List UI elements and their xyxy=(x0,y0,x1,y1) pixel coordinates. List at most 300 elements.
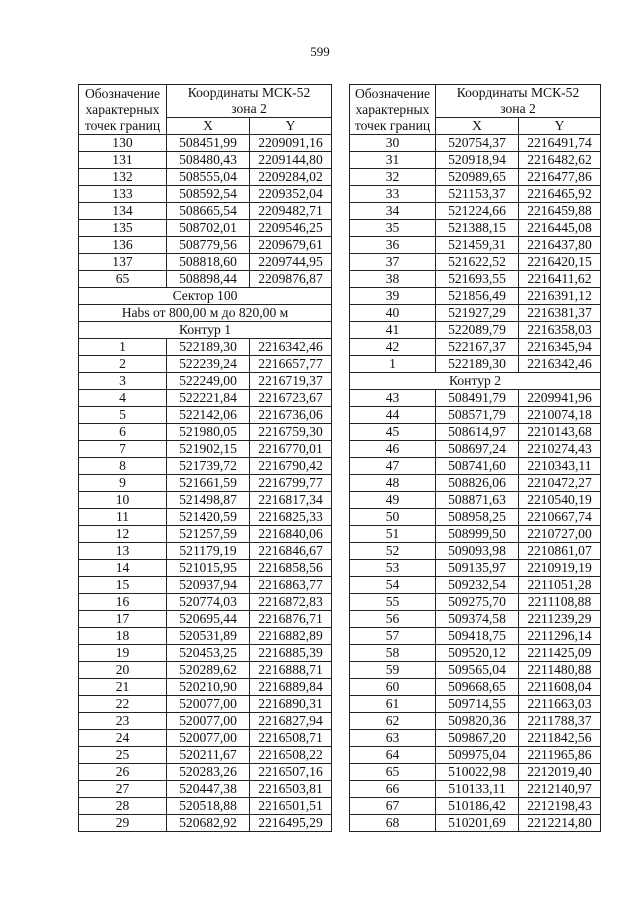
point-id: 68 xyxy=(350,815,436,832)
table-row xyxy=(79,526,332,543)
x-coordinate: 520289,62 xyxy=(167,662,250,679)
table-row xyxy=(79,662,332,679)
table-row xyxy=(350,696,601,713)
table-row xyxy=(350,169,601,186)
point-id: 130 xyxy=(79,135,167,152)
x-coordinate: 509135,97 xyxy=(436,560,519,577)
header-line: характерных xyxy=(355,101,430,117)
x-coordinate: 510133,11 xyxy=(436,781,519,798)
point-id: 24 xyxy=(79,730,167,747)
point-id: 67 xyxy=(350,798,436,815)
y-coordinate: 2211663,03 xyxy=(519,696,601,713)
y-coordinate: 2209546,25 xyxy=(250,220,332,237)
point-id: 25 xyxy=(79,747,167,764)
point-id: 10 xyxy=(79,492,167,509)
table-row xyxy=(79,543,332,560)
x-coordinate: 521622,52 xyxy=(436,254,519,271)
table-row xyxy=(79,475,332,492)
table-row xyxy=(79,611,332,628)
point-id: 42 xyxy=(350,339,436,356)
header-line: Координаты МСК-52 xyxy=(456,85,580,100)
table-row xyxy=(350,611,601,628)
y-coordinate: 2209941,96 xyxy=(519,390,601,407)
table-row xyxy=(350,713,601,730)
table-row xyxy=(350,747,601,764)
table-row xyxy=(79,713,332,730)
header-line: зона 2 xyxy=(231,101,267,116)
coordinates-table-left xyxy=(78,84,332,832)
point-id: 131 xyxy=(79,152,167,169)
page-number: 599 xyxy=(310,44,330,59)
point-id: 13 xyxy=(79,543,167,560)
point-id: 26 xyxy=(79,764,167,781)
x-coordinate: 508779,56 xyxy=(167,237,250,254)
y-coordinate: 2216495,29 xyxy=(250,815,332,832)
x-coordinate: 522221,84 xyxy=(167,390,250,407)
section-label: Контур 1 xyxy=(79,322,332,339)
header-line: Обозначение xyxy=(354,85,431,101)
y-coordinate: 2216858,56 xyxy=(250,560,332,577)
table-row xyxy=(79,696,332,713)
table-row xyxy=(79,254,332,271)
point-id: 38 xyxy=(350,271,436,288)
point-id: 35 xyxy=(350,220,436,237)
table-row xyxy=(350,441,601,458)
x-coordinate: 521739,72 xyxy=(167,458,250,475)
point-id: 49 xyxy=(350,492,436,509)
x-coordinate: 521498,87 xyxy=(167,492,250,509)
y-coordinate: 2216420,15 xyxy=(519,254,601,271)
x-coordinate: 521179,19 xyxy=(167,543,250,560)
point-id: 14 xyxy=(79,560,167,577)
y-coordinate: 2216411,62 xyxy=(519,271,601,288)
x-coordinate: 509975,04 xyxy=(436,747,519,764)
y-coordinate: 2211051,28 xyxy=(519,577,601,594)
y-coordinate: 2212019,40 xyxy=(519,764,601,781)
y-coordinate: 2211608,04 xyxy=(519,679,601,696)
table-row xyxy=(350,339,601,356)
y-coordinate: 2216759,30 xyxy=(250,424,332,441)
point-id: 27 xyxy=(79,781,167,798)
point-id: 135 xyxy=(79,220,167,237)
table-row xyxy=(79,730,332,747)
point-id: 34 xyxy=(350,203,436,220)
x-coordinate: 521693,55 xyxy=(436,271,519,288)
x-coordinate: 509232,54 xyxy=(436,577,519,594)
table-row xyxy=(350,458,601,475)
x-coordinate: 508697,24 xyxy=(436,441,519,458)
table-row xyxy=(79,628,332,645)
y-coordinate: 2211296,14 xyxy=(519,628,601,645)
point-id: 30 xyxy=(350,135,436,152)
y-header: Y xyxy=(250,118,332,135)
y-coordinate: 2210540,19 xyxy=(519,492,601,509)
y-coordinate: 2216790,42 xyxy=(250,458,332,475)
x-coordinate: 509565,04 xyxy=(436,662,519,679)
y-coordinate: 2210074,18 xyxy=(519,407,601,424)
point-id: 55 xyxy=(350,594,436,611)
point-id: 41 xyxy=(350,322,436,339)
y-coordinate: 2209744,95 xyxy=(250,254,332,271)
section-row xyxy=(350,373,601,390)
table-row xyxy=(350,135,601,152)
point-id: 47 xyxy=(350,458,436,475)
y-coordinate: 2216508,22 xyxy=(250,747,332,764)
x-header: X xyxy=(436,118,519,135)
y-coordinate: 2216391,12 xyxy=(519,288,601,305)
y-coordinate: 2216482,62 xyxy=(519,152,601,169)
x-coordinate: 521153,37 xyxy=(436,186,519,203)
x-coordinate: 521420,59 xyxy=(167,509,250,526)
y-coordinate: 2210343,11 xyxy=(519,458,601,475)
x-coordinate: 508665,54 xyxy=(167,203,250,220)
x-coordinate: 520077,00 xyxy=(167,696,250,713)
point-designation-header xyxy=(350,85,436,135)
y-coordinate: 2216770,01 xyxy=(250,441,332,458)
point-id: 16 xyxy=(79,594,167,611)
point-id: 52 xyxy=(350,543,436,560)
x-coordinate: 521015,95 xyxy=(167,560,250,577)
table-row xyxy=(79,441,332,458)
y-coordinate: 2216736,06 xyxy=(250,407,332,424)
x-coordinate: 509867,20 xyxy=(436,730,519,747)
x-coordinate: 520682,92 xyxy=(167,815,250,832)
y-coordinate: 2216437,80 xyxy=(519,237,601,254)
x-coordinate: 522189,30 xyxy=(436,356,519,373)
point-id: 53 xyxy=(350,560,436,577)
section-label: Нabs от 800,00 м до 820,00 м xyxy=(79,305,332,322)
point-id: 7 xyxy=(79,441,167,458)
table-row xyxy=(350,781,601,798)
x-coordinate: 521980,05 xyxy=(167,424,250,441)
y-coordinate: 2209091,16 xyxy=(250,135,332,152)
section-row xyxy=(79,288,332,305)
point-id: 33 xyxy=(350,186,436,203)
y-coordinate: 2212140,97 xyxy=(519,781,601,798)
point-id: 11 xyxy=(79,509,167,526)
table-row xyxy=(350,594,601,611)
x-coordinate: 520453,25 xyxy=(167,645,250,662)
y-coordinate: 2216846,67 xyxy=(250,543,332,560)
table-row xyxy=(79,781,332,798)
table-row xyxy=(79,339,332,356)
y-coordinate: 2209679,61 xyxy=(250,237,332,254)
header-line: характерных xyxy=(85,101,160,117)
y-coordinate: 2211108,88 xyxy=(519,594,601,611)
table-row xyxy=(79,203,332,220)
header-line: точек границ xyxy=(84,117,161,133)
x-coordinate: 520937,94 xyxy=(167,577,250,594)
x-coordinate: 522142,06 xyxy=(167,407,250,424)
point-id: 59 xyxy=(350,662,436,679)
point-id: 3 xyxy=(79,373,167,390)
point-id: 32 xyxy=(350,169,436,186)
x-coordinate: 521902,15 xyxy=(167,441,250,458)
point-id: 45 xyxy=(350,424,436,441)
y-coordinate: 2216358,03 xyxy=(519,322,601,339)
y-coordinate: 2216872,83 xyxy=(250,594,332,611)
x-coordinate: 520695,44 xyxy=(167,611,250,628)
y-coordinate: 2216889,84 xyxy=(250,679,332,696)
y-coordinate: 2216890,31 xyxy=(250,696,332,713)
table-row xyxy=(350,407,601,424)
y-coordinate: 2216477,86 xyxy=(519,169,601,186)
x-coordinate: 522249,00 xyxy=(167,373,250,390)
y-coordinate: 2211965,86 xyxy=(519,747,601,764)
y-coordinate: 2216799,77 xyxy=(250,475,332,492)
table-row xyxy=(350,152,601,169)
y-coordinate: 2210143,68 xyxy=(519,424,601,441)
x-coordinate: 520754,37 xyxy=(436,135,519,152)
section-row xyxy=(79,322,332,339)
y-coordinate: 2216840,06 xyxy=(250,526,332,543)
y-coordinate: 2209482,71 xyxy=(250,203,332,220)
y-coordinate: 2211788,37 xyxy=(519,713,601,730)
section-label: Сектор 100 xyxy=(79,288,332,305)
x-coordinate: 509668,65 xyxy=(436,679,519,696)
x-coordinate: 520283,26 xyxy=(167,764,250,781)
x-coordinate: 508871,63 xyxy=(436,492,519,509)
x-coordinate: 520210,90 xyxy=(167,679,250,696)
y-coordinate: 2216508,71 xyxy=(250,730,332,747)
coordinate-system-header xyxy=(167,85,332,118)
point-id: 63 xyxy=(350,730,436,747)
point-id: 4 xyxy=(79,390,167,407)
y-coordinate: 2210727,00 xyxy=(519,526,601,543)
table-row xyxy=(79,645,332,662)
y-coordinate: 2210274,43 xyxy=(519,441,601,458)
x-coordinate: 520518,88 xyxy=(167,798,250,815)
table-row xyxy=(350,543,601,560)
y-coordinate: 2211480,88 xyxy=(519,662,601,679)
point-id: 39 xyxy=(350,288,436,305)
header-line: Координаты МСК-52 xyxy=(187,85,311,100)
x-coordinate: 522089,79 xyxy=(436,322,519,339)
y-coordinate: 2216888,71 xyxy=(250,662,332,679)
table-row xyxy=(350,186,601,203)
table-row xyxy=(350,492,601,509)
table-row xyxy=(350,577,601,594)
point-id: 29 xyxy=(79,815,167,832)
y-coordinate: 2211239,29 xyxy=(519,611,601,628)
point-id: 44 xyxy=(350,407,436,424)
point-id: 132 xyxy=(79,169,167,186)
header-line: зона 2 xyxy=(500,101,536,116)
table-row xyxy=(350,271,601,288)
table-row xyxy=(79,560,332,577)
y-coordinate: 2216459,88 xyxy=(519,203,601,220)
table-row xyxy=(79,356,332,373)
point-id: 37 xyxy=(350,254,436,271)
point-id: 23 xyxy=(79,713,167,730)
x-header: X xyxy=(167,118,250,135)
point-id: 51 xyxy=(350,526,436,543)
x-coordinate: 508592,54 xyxy=(167,186,250,203)
y-coordinate: 2211425,09 xyxy=(519,645,601,662)
table-row xyxy=(350,220,601,237)
point-id: 40 xyxy=(350,305,436,322)
point-id: 136 xyxy=(79,237,167,254)
point-designation-header xyxy=(79,85,167,135)
table-row xyxy=(79,679,332,696)
table-row xyxy=(350,390,601,407)
y-coordinate: 2216827,94 xyxy=(250,713,332,730)
x-coordinate: 521257,59 xyxy=(167,526,250,543)
y-coordinate: 2216381,37 xyxy=(519,305,601,322)
point-id: 137 xyxy=(79,254,167,271)
coordinates-table-right xyxy=(349,84,601,832)
point-id: 61 xyxy=(350,696,436,713)
y-header: Y xyxy=(519,118,601,135)
point-id: 2 xyxy=(79,356,167,373)
x-coordinate: 521388,15 xyxy=(436,220,519,237)
point-id: 18 xyxy=(79,628,167,645)
y-coordinate: 2216876,71 xyxy=(250,611,332,628)
x-coordinate: 522239,24 xyxy=(167,356,250,373)
point-id: 22 xyxy=(79,696,167,713)
point-id: 60 xyxy=(350,679,436,696)
point-id: 62 xyxy=(350,713,436,730)
y-coordinate: 2216501,51 xyxy=(250,798,332,815)
point-id: 54 xyxy=(350,577,436,594)
point-id: 12 xyxy=(79,526,167,543)
x-coordinate: 520447,38 xyxy=(167,781,250,798)
table-row xyxy=(350,679,601,696)
table-row xyxy=(350,237,601,254)
table-row xyxy=(350,662,601,679)
table-row xyxy=(79,390,332,407)
table-row xyxy=(79,815,332,832)
x-coordinate: 508571,79 xyxy=(436,407,519,424)
table-row xyxy=(79,492,332,509)
x-coordinate: 510186,42 xyxy=(436,798,519,815)
point-id: 36 xyxy=(350,237,436,254)
x-coordinate: 508480,43 xyxy=(167,152,250,169)
table-row xyxy=(350,764,601,781)
x-coordinate: 510201,69 xyxy=(436,815,519,832)
table-row xyxy=(350,305,601,322)
point-id: 48 xyxy=(350,475,436,492)
table-row xyxy=(79,186,332,203)
x-coordinate: 520918,94 xyxy=(436,152,519,169)
table-row xyxy=(350,356,601,373)
y-coordinate: 2216445,08 xyxy=(519,220,601,237)
point-id: 1 xyxy=(79,339,167,356)
x-coordinate: 508702,01 xyxy=(167,220,250,237)
x-coordinate: 508451,99 xyxy=(167,135,250,152)
point-id: 65 xyxy=(79,271,167,288)
x-coordinate: 521224,66 xyxy=(436,203,519,220)
point-id: 6 xyxy=(79,424,167,441)
y-coordinate: 2216719,37 xyxy=(250,373,332,390)
x-coordinate: 508614,97 xyxy=(436,424,519,441)
table-row xyxy=(79,577,332,594)
table-row xyxy=(350,730,601,747)
x-coordinate: 508826,06 xyxy=(436,475,519,492)
table-row xyxy=(79,407,332,424)
point-id: 17 xyxy=(79,611,167,628)
table-row xyxy=(350,288,601,305)
table-row xyxy=(350,254,601,271)
x-coordinate: 509418,75 xyxy=(436,628,519,645)
y-coordinate: 2216657,77 xyxy=(250,356,332,373)
point-id: 43 xyxy=(350,390,436,407)
x-coordinate: 509275,70 xyxy=(436,594,519,611)
table-row xyxy=(79,798,332,815)
point-id: 134 xyxy=(79,203,167,220)
y-coordinate: 2216863,77 xyxy=(250,577,332,594)
point-id: 56 xyxy=(350,611,436,628)
point-id: 66 xyxy=(350,781,436,798)
header-row xyxy=(79,85,332,102)
table-row xyxy=(79,747,332,764)
point-id: 57 xyxy=(350,628,436,645)
table-row xyxy=(79,220,332,237)
table-row xyxy=(79,237,332,254)
x-coordinate: 520077,00 xyxy=(167,713,250,730)
x-coordinate: 509820,36 xyxy=(436,713,519,730)
y-coordinate: 2216342,46 xyxy=(250,339,332,356)
section-label: Контур 2 xyxy=(350,373,601,390)
point-id: 31 xyxy=(350,152,436,169)
y-coordinate: 2216491,74 xyxy=(519,135,601,152)
x-coordinate: 522189,30 xyxy=(167,339,250,356)
point-id: 19 xyxy=(79,645,167,662)
x-coordinate: 508491,79 xyxy=(436,390,519,407)
y-coordinate: 2216885,39 xyxy=(250,645,332,662)
table-row xyxy=(350,526,601,543)
point-id: 9 xyxy=(79,475,167,492)
table-row xyxy=(79,458,332,475)
point-id: 64 xyxy=(350,747,436,764)
x-coordinate: 508818,60 xyxy=(167,254,250,271)
y-coordinate: 2210472,27 xyxy=(519,475,601,492)
table-row xyxy=(350,424,601,441)
y-coordinate: 2210919,19 xyxy=(519,560,601,577)
table-row xyxy=(350,645,601,662)
x-coordinate: 520774,03 xyxy=(167,594,250,611)
point-id: 133 xyxy=(79,186,167,203)
y-coordinate: 2216465,92 xyxy=(519,186,601,203)
x-coordinate: 521661,59 xyxy=(167,475,250,492)
x-coordinate: 520211,67 xyxy=(167,747,250,764)
y-coordinate: 2209876,87 xyxy=(250,271,332,288)
y-coordinate: 2209284,02 xyxy=(250,169,332,186)
y-coordinate: 2209144,80 xyxy=(250,152,332,169)
point-id: 20 xyxy=(79,662,167,679)
point-id: 21 xyxy=(79,679,167,696)
point-id: 8 xyxy=(79,458,167,475)
x-coordinate: 508999,50 xyxy=(436,526,519,543)
table-row xyxy=(79,271,332,288)
point-id: 46 xyxy=(350,441,436,458)
y-coordinate: 2216507,16 xyxy=(250,764,332,781)
x-coordinate: 508898,44 xyxy=(167,271,250,288)
x-coordinate: 509520,12 xyxy=(436,645,519,662)
table-row xyxy=(350,815,601,832)
x-coordinate: 508741,60 xyxy=(436,458,519,475)
x-coordinate: 508958,25 xyxy=(436,509,519,526)
y-coordinate: 2212214,80 xyxy=(519,815,601,832)
x-coordinate: 521856,49 xyxy=(436,288,519,305)
point-id: 1 xyxy=(350,356,436,373)
x-coordinate: 508555,04 xyxy=(167,169,250,186)
coordinate-system-header xyxy=(436,85,601,118)
y-coordinate: 2211842,56 xyxy=(519,730,601,747)
table-row xyxy=(79,594,332,611)
point-id: 65 xyxy=(350,764,436,781)
x-coordinate: 521927,29 xyxy=(436,305,519,322)
